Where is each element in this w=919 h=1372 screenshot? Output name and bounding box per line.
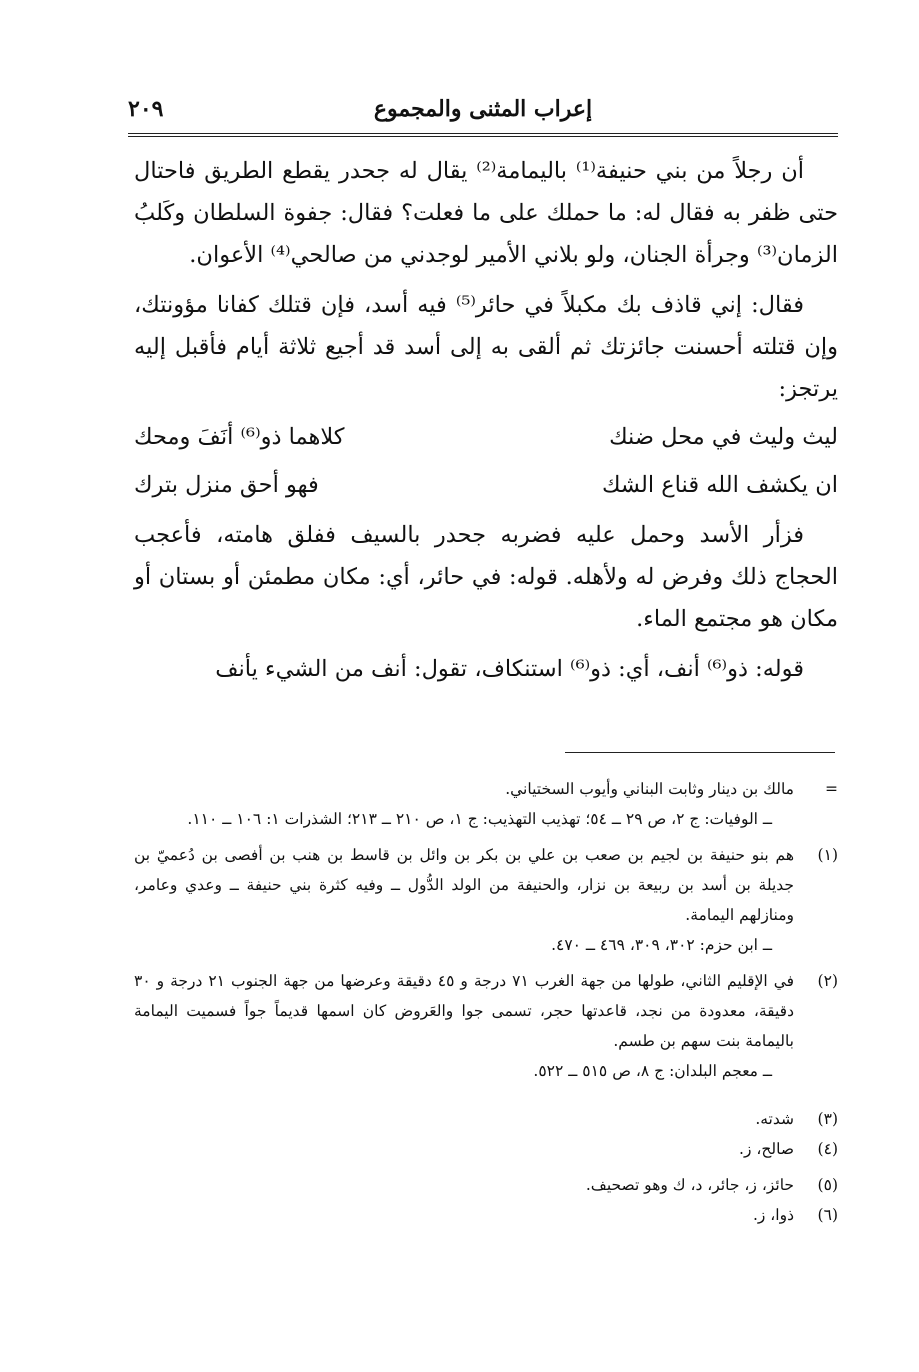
footnote-source: ــ معجم البلدان: ج ٨، ص ٥١٥ ــ ٥٢٢.	[533, 1062, 772, 1080]
page-title: إعراب المثنى والمجموع	[373, 96, 593, 122]
footnote	[134, 1134, 838, 1164]
footnote-text: شدته.	[755, 1110, 794, 1128]
verse-line	[134, 416, 838, 458]
footnote	[134, 1104, 838, 1134]
footnote-number: (٣)	[817, 1110, 838, 1128]
footnotes	[134, 774, 838, 1230]
header-rule	[128, 133, 838, 137]
verse-hemistich: ليث وليث في محل ضنك	[609, 424, 838, 450]
footnote-number: (٢)	[817, 972, 838, 990]
footnote	[134, 1200, 838, 1230]
footnote-source: ــ الوفيات: ج ٢، ص ٢٩ ــ ٥٤؛ تهذيب التهذيب: ج ١، ص ٢١٠ ــ ٢١٣؛ الشذرات ١: ١٠٦ ــ ١١٠.	[187, 810, 772, 828]
footnote-text: ذوا، ز.	[752, 1206, 794, 1224]
footnote-number: (١)	[817, 846, 838, 864]
verse-hemistich: كلاهما ذو⁽⁶⁾ أنَفَ ومحك	[134, 424, 345, 450]
footnote-text: في الإقليم الثاني، طولها من جهة الغرب ٧١ درجة و ٤٥ دقيقة وعرضها من جهة الجنوب ٢١ درجة و ٣٠ دقيقة، معدودة من نجد، قاعدتها حجر، تسمى جوا والعَروض كان اسمها قديماً جواً فسميت اليمامة باليمامة بنت سهم بن طسم.	[134, 972, 795, 1050]
footnote-source: ــ ابن حزم: ٣٠٢، ٣٠٩، ٤٦٩ ــ ٤٧٠.	[551, 936, 772, 954]
footnote-number: (٥)	[817, 1176, 838, 1194]
paragraph: فقال: إني قاذف بك مكبلاً في حائر⁽⁵⁾ فيه أسد، فإن قتلك كفانا مؤونتك، وإن قتلته أحسنت جائزتك ثم ألقى به إلى أسد قد أجيع ثلاثة أيام فأقبل إليه يرتجز:	[134, 292, 838, 402]
footnote-continuation	[134, 774, 838, 834]
footnote	[134, 1170, 838, 1200]
footnote-rule	[565, 752, 835, 753]
footnote-text: حائز، ز، جائر، د، ك وهو تصحيف.	[585, 1176, 794, 1194]
running-header	[128, 96, 838, 132]
footnote-text: مالك بن دينار وثابت البناني وأيوب السختياني.	[505, 780, 794, 798]
paragraph: قوله: ذو⁽⁶⁾ أنف، أي: ذو⁽⁶⁾ استنكاف، تقول: أنف من الشيء يأنف	[215, 656, 804, 682]
footnote-text: هم بنو حنيفة بن لجيم بن صعب بن علي بن بكر بن وائل بن قاسط بن هنب بن أفصى بن دُعميّ بن جديلة بن أسد بن ربيعة بن نزار، والحنيفة من الولد الدُّول ــ وفيه كثرة بني حنيفة ــ وعدي وعامر، ومنازلهم اليمامة.	[134, 846, 794, 924]
footnote	[134, 966, 838, 1086]
main-text	[134, 150, 838, 690]
paragraph: فزأر الأسد وحمل عليه فضربه جحدر بالسيف ففلق هامته، فأعجب الحجاج ذلك وفرض له ولأهله. قوله: في حائر، أي: مكان مطمئن أو بستان أو مكان هو مجتمع الماء.	[134, 522, 838, 632]
paragraph: أن رجلاً من بني حنيفة⁽¹⁾ باليمامة⁽²⁾ يقال له جحدر يقطع الطريق فاحتال حتى ظفر به فقال له: ما حملك على ما فعلت؟ فقال: جفوة السلطان وكَلبُ الزمان⁽³⁾ وجرأة الجنان، ولو بلاني الأمير لوجدني من صالحي⁽⁴⁾ الأعوان.	[134, 158, 838, 268]
verse-hemistich: ان يكشف الله قناع الشك	[601, 472, 838, 498]
continuation-mark: =	[825, 780, 838, 798]
footnote-number: (٦)	[817, 1206, 838, 1224]
verse-line	[134, 464, 838, 506]
footnote-number: (٤)	[817, 1140, 838, 1158]
verse-hemistich: فهو أحق منزل بترك	[134, 472, 319, 498]
footnote	[134, 840, 838, 960]
page-number: ٢٠٩	[128, 96, 164, 122]
footnote-text: صالح، ز.	[739, 1140, 794, 1158]
